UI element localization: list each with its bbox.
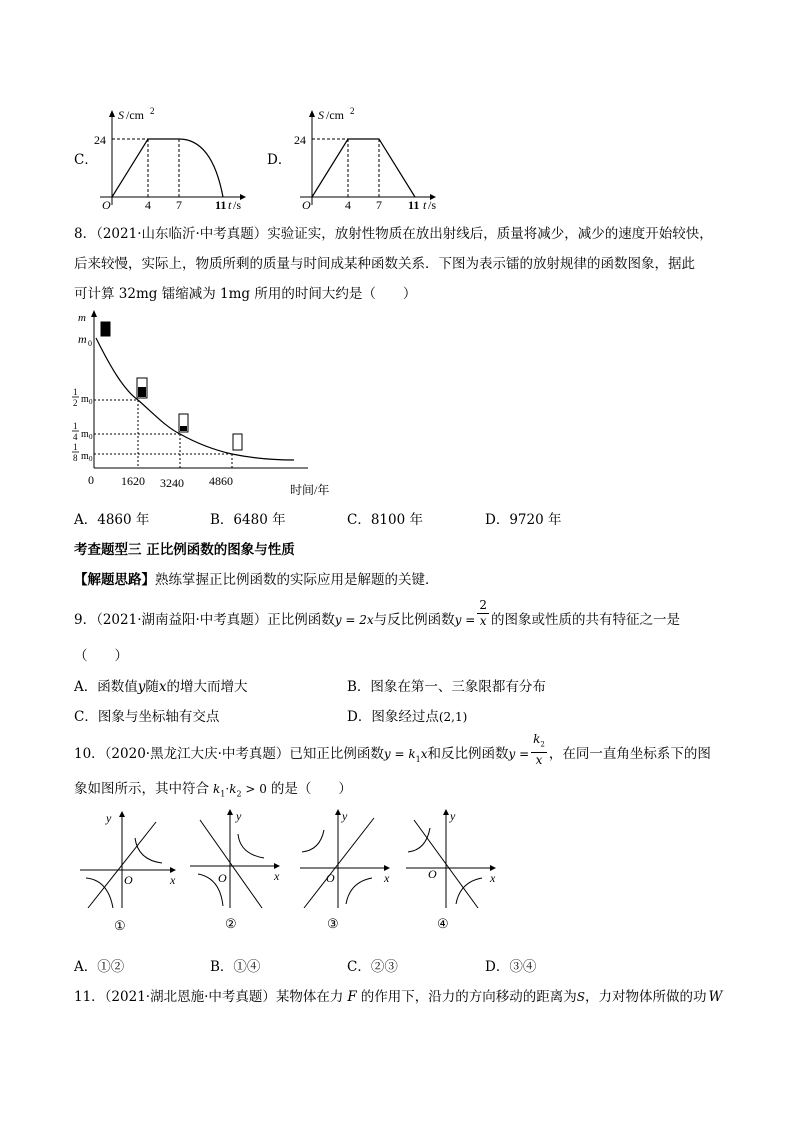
- g3-y: y: [342, 809, 348, 823]
- q9-suffix: 的图象或性质的共有特征之一是: [490, 612, 680, 628]
- tip-label: 【解题思路】: [74, 572, 155, 588]
- c-y-unit: /cm: [126, 108, 144, 122]
- g2-o: O: [218, 871, 227, 885]
- q9-option-c: C．图象与坐标轴有交点: [74, 709, 220, 725]
- g4-o: O: [428, 867, 437, 881]
- q11-F: F: [347, 989, 357, 1005]
- section3-title: 考查题型三 正比例函数的图象与性质: [74, 542, 295, 558]
- q8-option-a: A．4860 年: [74, 512, 150, 528]
- q8-m0-sub: 0: [88, 339, 92, 348]
- q10-f2-den: x: [535, 753, 543, 768]
- q8-text-line1: 8．（2021·山东临沂·中考真题）实验证实，放射性物质在放出射线后，质量将减少，减少的速度开始较快，: [74, 226, 713, 242]
- g2-label: ②: [225, 916, 237, 931]
- q8-text-line3: 可计算 32mg 镭缩减为 1mg 所用的时间大约是（ ）: [74, 286, 417, 302]
- q8-x-tick-4860: 4860: [209, 474, 233, 488]
- d-x-axis-label: t: [423, 198, 427, 210]
- d-y-unit: /cm: [326, 108, 344, 122]
- q10-cond-k2: k: [229, 782, 237, 796]
- g2-x: x: [274, 869, 280, 883]
- q10-f1: y = k: [383, 747, 416, 761]
- q10-option-b: B．①④: [210, 959, 261, 975]
- q10-graph-3: [300, 809, 390, 931]
- g3-o: O: [326, 871, 335, 885]
- q9-option-b: B．图象在第一、三象限都有分布: [347, 679, 546, 695]
- q8-x-tick-1620: 1620: [121, 474, 145, 488]
- q10-option-c: C．②③: [347, 959, 398, 975]
- tip-text: 熟练掌握正比例函数的实际应用是解题的关键．: [155, 572, 439, 588]
- q9-stem: [74, 598, 680, 634]
- g1-o: O: [124, 873, 133, 887]
- q10-graph-4: [406, 809, 496, 931]
- g1-y: y: [106, 811, 112, 825]
- q10-cond-dot: ·: [225, 782, 230, 796]
- q10-f2-num-sub: 2: [540, 740, 545, 749]
- d-x-tick-4: 4: [345, 198, 351, 210]
- q9-mid: 与反比例函数: [373, 612, 455, 628]
- q9-option-d: [347, 705, 467, 725]
- q11-s: S: [576, 990, 585, 1004]
- q8-m0-label: m: [78, 332, 87, 346]
- d-x-tick-7: 7: [376, 198, 382, 210]
- q8-eighth-num: 1: [73, 442, 78, 452]
- q9-optA-a: A．函数值: [74, 679, 138, 695]
- c-y-axis-label: S: [118, 108, 124, 122]
- q11-prefix: 11．（2021·湖北恩施·中考真题）某物体在力: [74, 989, 344, 1005]
- q10-graph-1: [80, 811, 176, 933]
- q11-mid2: ，力对物体所做的功: [584, 989, 707, 1005]
- q8-y-axis-label: m: [78, 312, 86, 324]
- c-x-unit: /s: [233, 198, 242, 210]
- q9-fraction: [477, 598, 489, 629]
- q10-f1-x: x: [420, 747, 428, 761]
- q10-line2-b: 的是（ ）: [270, 781, 352, 797]
- q11-mid: 的作用下，沿力的方向移动的距离为: [360, 989, 577, 1005]
- q9-optA-mid: 随: [145, 679, 159, 695]
- q8-eighth-m: m: [81, 451, 89, 462]
- q9-f2-den: x: [479, 614, 487, 628]
- q10-fraction: [531, 732, 547, 768]
- graph-option-d: [290, 105, 450, 210]
- q10-cond-s1: 1: [220, 789, 226, 799]
- q10-suffix: ，在同一直角坐标系下的图: [548, 746, 711, 762]
- q9-optD-text: D．图象经过点: [347, 709, 439, 725]
- q10-f2-num: k: [533, 732, 541, 746]
- d-x-unit: /s: [428, 198, 437, 210]
- q10-line2: [74, 777, 352, 799]
- q8-half-den: 2: [73, 398, 78, 408]
- q10-stem: [74, 732, 711, 770]
- d-origin: O: [302, 198, 311, 210]
- q10-graph-2: [190, 809, 280, 931]
- q9-prefix: 9．（2021·湖南益阳·中考真题）正比例函数: [74, 612, 335, 628]
- q10-cond-s2: 2: [236, 789, 242, 799]
- q9-f2-y: y =: [454, 613, 476, 627]
- q10-f2-y: y =: [508, 747, 530, 761]
- q10-cond-k1: k: [213, 782, 221, 796]
- g1-x: x: [170, 873, 176, 887]
- q8-decay-graph: [66, 308, 356, 500]
- q10-prefix: 10．（2020·黑龙江大庆·中考真题）已知正比例函数: [74, 746, 384, 762]
- g3-x: x: [384, 871, 390, 885]
- c-x-tick-4: 4: [145, 198, 151, 210]
- g1-label: ①: [114, 918, 126, 933]
- q8-x-axis-label: 时间/年: [290, 483, 330, 497]
- g4-x: x: [490, 871, 496, 885]
- g2-y: y: [236, 809, 242, 823]
- q8-quarter-num: 1: [73, 421, 78, 431]
- q9-optD-point: (2,1): [438, 710, 468, 724]
- d-y-tick-24: 24: [294, 133, 306, 147]
- q8-option-d: D．9720 年: [485, 512, 562, 528]
- q8-option-c: C．8100 年: [347, 512, 423, 528]
- q8-quarter-den: 4: [73, 432, 78, 442]
- option-d-label: D．: [267, 152, 292, 168]
- g4-label: ④: [437, 916, 449, 931]
- q8-quarter-sub: 0: [89, 433, 93, 441]
- q10-f1-sub: 1: [415, 754, 421, 764]
- q10-line2-a: 象如图所示，其中符合: [74, 781, 209, 797]
- q9-optA-x: x: [158, 679, 167, 695]
- d-y-axis-label: S: [318, 108, 324, 122]
- q8-half-num: 1: [73, 387, 78, 397]
- q8-x-tick-3240: 3240: [160, 476, 184, 490]
- c-x-axis-label: t: [228, 198, 232, 210]
- g4-y: y: [450, 809, 456, 823]
- q9-option-a: [74, 675, 248, 695]
- q8-option-b: B．6480 年: [210, 512, 286, 528]
- q9-optA-end: 的增大而增大: [166, 679, 248, 695]
- q9-paren: （ ）: [74, 648, 128, 664]
- q9-f1: y = 2x: [334, 613, 374, 627]
- q8-quarter-m: m: [81, 429, 89, 440]
- q8-eighth-sub: 0: [89, 455, 93, 463]
- c-y-sup: 2: [150, 106, 155, 116]
- section3-tip: [74, 568, 439, 588]
- d-y-sup: 2: [350, 106, 355, 116]
- q9-f2-num: 2: [479, 598, 487, 612]
- q10-option-d: D．③④: [485, 959, 537, 975]
- q10-option-a: A．①②: [74, 959, 125, 975]
- c-x-tick-11: 11: [215, 198, 227, 210]
- q11-stem: [74, 985, 722, 1005]
- c-y-tick-24: 24: [94, 133, 106, 147]
- q9-optA-y: y: [137, 679, 146, 695]
- g3-label: ③: [327, 916, 339, 931]
- q8-text-line2: 后来较慢，实际上，物质所剩的质量与时间成某种函数关系．下图为表示镭的放射规律的函数图象，据此: [74, 256, 695, 272]
- c-origin: O: [102, 198, 111, 210]
- q11-W: W: [708, 989, 723, 1005]
- q8-half-sub: 0: [89, 398, 93, 406]
- q8-origin: 0: [88, 473, 94, 487]
- q10-mid: 和反比例函数: [427, 746, 509, 762]
- q10-cond-rest: > 0: [241, 782, 267, 796]
- q10-f2-num-wrap: [531, 732, 547, 753]
- c-x-tick-7: 7: [176, 198, 182, 210]
- q8-eighth-den: 8: [73, 453, 78, 463]
- d-x-tick-11: 11: [408, 198, 420, 210]
- q8-half-m: m: [81, 394, 89, 405]
- graph-option-c: [90, 105, 250, 210]
- option-c-label: C．: [74, 152, 98, 168]
- q10-graphs: [80, 808, 510, 938]
